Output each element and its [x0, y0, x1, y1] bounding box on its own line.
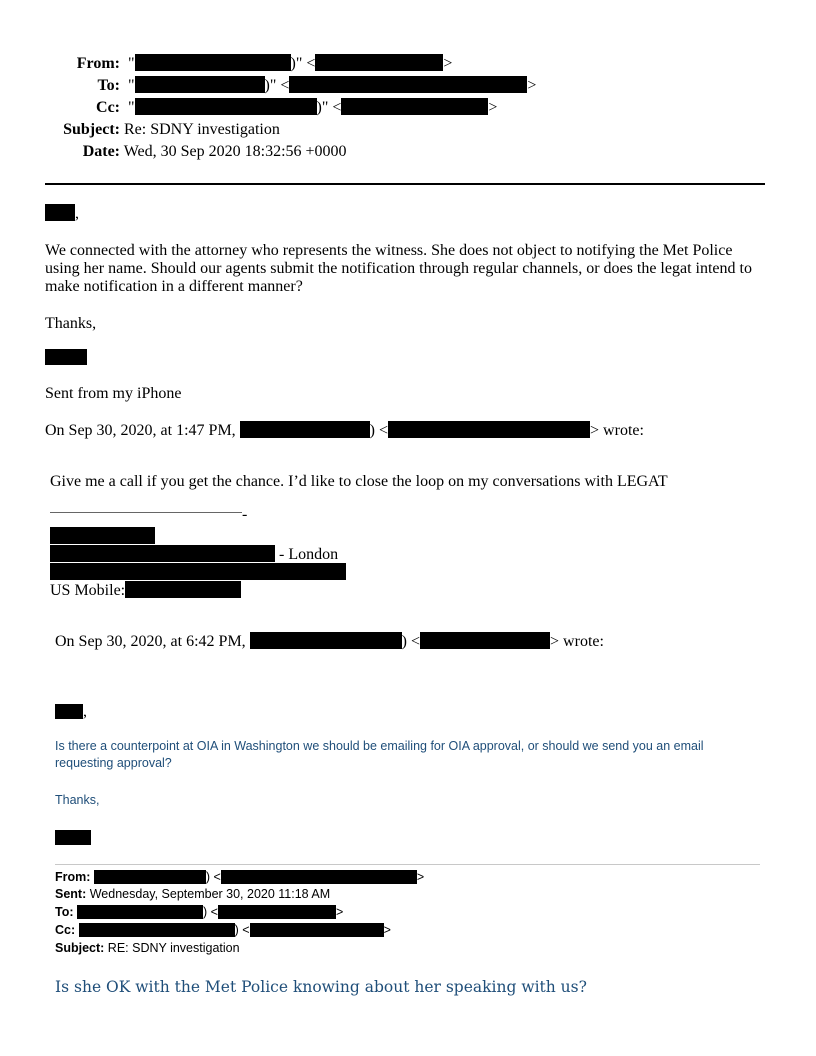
redaction [388, 421, 590, 438]
cc-value: " )" < > [124, 99, 498, 116]
signature-redaction [45, 349, 87, 367]
from-value: " )" < > [124, 55, 453, 72]
inner-sent-label: Sent: [55, 887, 87, 901]
redaction [55, 704, 83, 719]
redaction [45, 204, 75, 221]
oia-question: Is there a counterpoint at OIA in Washington we should be emailing for OIA approval, or should we send you an email requesting approval? [55, 739, 704, 770]
date-label: Date: [82, 143, 120, 160]
redaction [135, 98, 317, 115]
redaction [289, 76, 527, 93]
quote2-suffix: > wrote: [550, 633, 604, 650]
final-question: Is she OK with the Met Police knowing about her speaking with us? [55, 978, 587, 996]
inner-subject-label: Subject: [55, 941, 105, 955]
date-value: Wed, 30 Sep 2020 18:32:56 +0000 [123, 143, 347, 160]
redaction [135, 54, 291, 71]
inner-from-label: From: [55, 870, 91, 884]
inner-cc-label: Cc: [55, 923, 76, 937]
thanks-text: Thanks, [45, 315, 97, 332]
header-to-row [10, 76, 536, 96]
redaction [218, 905, 336, 919]
quote2-greeting: , [55, 702, 87, 722]
redaction [55, 830, 91, 845]
quote1-attribution: On Sep 30, 2020, at 1:47 PM, ) < > wrote: [45, 422, 644, 439]
redaction [50, 563, 346, 580]
redaction [250, 923, 384, 937]
blue-thanks: Thanks, [55, 793, 100, 807]
signature-line [50, 512, 242, 513]
greeting-comma: , [75, 205, 79, 222]
redaction [77, 905, 203, 919]
to-label: To: [97, 77, 120, 94]
quote2-prefix: On Sep 30, 2020, at 6:42 PM, [55, 633, 246, 650]
greeting [45, 204, 79, 224]
quote1-body: Give me a call if you get the chance. I’d like to close the loop on my conversations with LEGAT [50, 473, 668, 490]
inner-cc-row: Cc: ) < > [55, 923, 391, 937]
inner-sent-value: Wednesday, September 30, 2020 11:18 AM [89, 887, 331, 901]
inner-from-row: From: ) < > [55, 870, 425, 884]
inner-header-divider [55, 864, 760, 865]
redaction [420, 632, 550, 649]
inner-to-row: To: ) < > [55, 905, 344, 919]
signature-london: - London [279, 546, 339, 563]
sent-from-text: Sent from my iPhone [45, 385, 182, 402]
redaction [125, 581, 241, 598]
redaction [50, 545, 275, 562]
redaction [315, 54, 443, 71]
quote1-prefix: On Sep 30, 2020, at 1:47 PM, [45, 422, 236, 439]
inner-subject-value: RE: SDNY investigation [107, 941, 240, 955]
message-paragraph: We connected with the attorney who represents the witness. She does not object to notifying the Met Police using her name. Should our agents submit the notification through regular channels, or does the legat intend to make notification in a different manner? [45, 242, 752, 295]
signature-mobile-row [50, 581, 241, 601]
redaction [135, 76, 265, 93]
redaction [221, 870, 417, 884]
signature-title-row [50, 545, 338, 565]
header-divider [45, 183, 765, 185]
header-from-row [10, 54, 452, 74]
quote1-suffix: > wrote: [590, 422, 644, 439]
header-date-row [10, 142, 347, 162]
inner-to-label: To: [55, 905, 74, 919]
cc-label: Cc: [96, 99, 120, 116]
redaction [250, 632, 402, 649]
signature-dash: - [242, 506, 248, 523]
redaction [79, 923, 235, 937]
mobile-label: US Mobile: [50, 582, 126, 599]
signature-name-redaction [50, 527, 155, 546]
to-value: " )" < > [124, 77, 537, 94]
blue-signature-redaction [55, 829, 91, 847]
header-cc-row [10, 98, 497, 118]
subject-label: Subject: [63, 121, 120, 138]
redaction [94, 870, 206, 884]
from-label: From: [76, 55, 120, 72]
redaction [50, 527, 155, 544]
inner-subject-row [55, 940, 240, 957]
redaction [240, 421, 370, 438]
redaction [45, 349, 87, 365]
signature-address-redaction [50, 563, 346, 582]
redaction [341, 98, 488, 115]
inner-sent-row [55, 886, 330, 903]
quote2-attribution: On Sep 30, 2020, at 6:42 PM, ) < > wrote: [55, 633, 604, 650]
subject-value: Re: SDNY investigation [124, 121, 280, 138]
header-subject-row [10, 120, 280, 140]
